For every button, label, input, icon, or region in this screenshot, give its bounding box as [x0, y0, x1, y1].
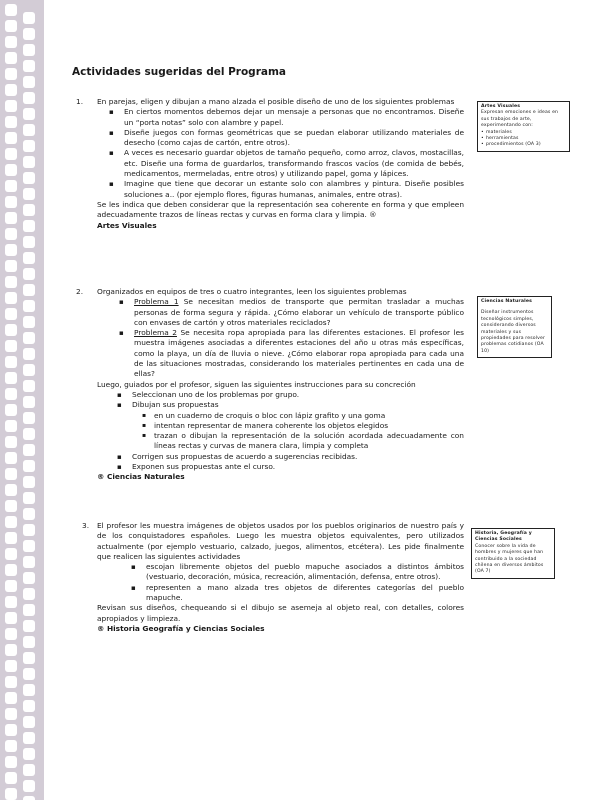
binding-hole: [23, 60, 35, 72]
guided-text: Luego, guiados por el profesor, siguen las siguientes instrucciones para su concreción: [97, 379, 416, 389]
list-item: • herramientas: [481, 136, 566, 142]
binding-hole: [5, 724, 17, 736]
binding-hole: [5, 228, 17, 240]
binding-hole: [5, 612, 17, 624]
binding-hole: [5, 580, 17, 592]
list-item: • procedimientos (OA 3): [481, 142, 566, 148]
binding-hole: [23, 188, 35, 200]
binding-hole: [23, 476, 35, 488]
binding-hole: [23, 460, 35, 472]
page-title: Actividades sugeridas del Programa: [72, 66, 286, 78]
activity-2: 2. Organizados en equipos de tres o cuatro integrantes, leen los siguientes problemas ▪ Problema 1 Se necesitan medios de transporte que permitan trasladar a muchas personas de forma segura y rápida. ¿Cómo elaborar un vehículo de transporte público con envases de cartón y otros materiales reciclados? ▪ Problema 2 Se necesita ropa apropiada para las diferentes estaciones. El profesor les muestra imágenes asociadas a diferentes estaciones del año u otras más específicas, como la playa, un día de lluvia o nieve. ¿Cómo elaborar ropa apropiada para cada una de las situaciones mostradas, considerando los materiales pertinentes en cada una de ellas? Luego, guiados por el profesor, siguen las siguientes instrucciones para su concreción ▪ Seleccionan uno de los problemas por grupo. ▪ Dibujan sus propuestas ▪ en un cuaderno de croquis o bloc con lápiz grafito y una goma ▪ intentan representar de manera coherente los objetos elegidos ▪ trazan o dibujan la representación de la solución acordada adecuadamente con líneas rectas y curvas de manera clara, limpia y completa ▪ Corrigen sus propuestas de acuerdo a sugerencias recibidas. ▪ Exponen sus propuestas ante el curso. ® Ciencias Naturales: [72, 287, 464, 483]
binding-hole: [5, 436, 17, 448]
list-item: ▪ Exponen sus propuestas ante el curso.: [117, 462, 464, 472]
binding-hole: [5, 548, 17, 560]
binding-hole: [5, 260, 17, 272]
binding-hole: [23, 764, 35, 776]
binding-hole: [23, 572, 35, 584]
binding-hole: [5, 756, 17, 768]
subject-label: ® Ciencias Naturales: [97, 472, 185, 482]
list-item: ▪ Imagine que tiene que decorar un estante solo con alambres y pintura. Diseñe posibles soluciones a.. (por ejemplo flores, figuras humanas, animales, entre otras).: [109, 179, 464, 200]
binding-hole: [5, 164, 17, 176]
binding-hole: [23, 412, 35, 424]
list-item: ▪ intentan representar de manera coherente los objetos elegidos: [142, 421, 464, 431]
binding-hole: [23, 396, 35, 408]
binding-hole: [5, 132, 17, 144]
list-item: ▪ Problema 1 Se necesitan medios de transporte que permitan trasladar a muchas personas de forma segura y rápida. ¿Cómo elaborar un vehículo de transporte público con envases de cartón y otros materiales reciclados?: [119, 297, 464, 328]
binding-hole: [23, 796, 35, 808]
binding-hole: [23, 428, 35, 440]
binding-hole: [23, 108, 35, 120]
binding-hole: [23, 300, 35, 312]
binding-hole: [5, 628, 17, 640]
binding-hole: [5, 20, 17, 32]
list-item: ▪ Dibujan sus propuestas: [117, 400, 464, 410]
binding-hole: [5, 276, 17, 288]
list-item: ▪ representen a mano alzada tres objetos de diferentes categorías del pueblo mapuche.: [131, 583, 464, 604]
sidenote-ciencias-naturales: Ciencias Naturales Diseñar instrumentos tecnológicos simples, considerando diversos materiales y sus propiedades para resolver problemas cotidianos (OA 10): [477, 296, 552, 358]
binding-hole: [23, 700, 35, 712]
binding-hole: [23, 140, 35, 152]
binding-hole: [5, 84, 17, 96]
binding-hole: [5, 404, 17, 416]
binding-hole: [5, 372, 17, 384]
binding-hole: [23, 124, 35, 136]
binding-hole: [5, 468, 17, 480]
binding-hole: [23, 156, 35, 168]
list-item: ▪ Corrigen sus propuestas de acuerdo a sugerencias recibidas.: [117, 452, 464, 462]
binding-hole: [23, 204, 35, 216]
binding-hole: [23, 92, 35, 104]
binding-hole: [23, 44, 35, 56]
list-item: ▪ Problema 2 Se necesita ropa apropiada para las diferentes estaciones. El profesor les muestra imágenes asociadas a diferentes estaciones del año u otras más específicas, como la playa, un día de lluvia o nieve. ¿Cómo elaborar ropa apropiada para cada una de las situaciones mostradas, considerando los materiales pertinentes en cada una de ellas?: [119, 328, 464, 379]
binding-hole: [5, 692, 17, 704]
binding-hole: [23, 508, 35, 520]
binding-hole: [5, 212, 17, 224]
list-item: ▪ Seleccionan uno de los problemas por grupo.: [117, 390, 464, 400]
binding-hole: [23, 252, 35, 264]
binding-hole: [5, 324, 17, 336]
activity-1: 1. En parejas, eligen y dibujan a mano alzada el posible diseño de uno de los siguientes problemas ▪ En ciertos momentos debemos dejar un mensaje a personas que no encontramos. Diseñe un “porta notas” solo con alambre y papel. ▪ Diseñe juegos con formas geométricas que se puedan elaborar utilizando materiales de desecho (como cajas de cartón, entre otros). ▪ A veces es necesario guardar objetos de tamaño pequeño, como arroz, clavos, mostacillas, etc. Diseñe una forma de guardarlos, transformando frascos vacíos (de comida de bebés, medicamentos, mermeladas, entre otros) y utilizando papel, goma y lápices. ▪ Imagine que tiene que decorar un estante solo con alambres y pintura. Diseñe posibles soluciones a.. (por ejemplo flores, figuras humanas, animales, entre otras). Se les indica que deben considerar que la representación sea coherente en forma y que empleen adecuadamente trazos de líneas rectas y curvas en forma clara y limpia. ® Artes Visuales: [72, 97, 464, 231]
binding-hole: [5, 4, 17, 16]
binding-hole: [23, 28, 35, 40]
sidenote-historia: Historia, Geografía y Ciencias Sociales Conocer sobre la vida de hombres y mujeres que han contribuido a la sociedad chilena en diversos ámbitos (OA 7): [471, 528, 555, 579]
binding-hole: [23, 732, 35, 744]
binding-hole: [23, 348, 35, 360]
binding-hole: [23, 364, 35, 376]
activity-intro: En parejas, eligen y dibujan a mano alzada el posible diseño de uno de los siguientes problemas: [97, 97, 455, 106]
binding-hole: [5, 36, 17, 48]
binding-hole: [23, 76, 35, 88]
binding-hole: [5, 244, 17, 256]
binding-hole: [23, 556, 35, 568]
binding-hole: [5, 660, 17, 672]
sidenote-artes-visuales: Artes Visuales Expresan emociones e ideas en sus trabajos de arte, experimentando con: • materiales • herramientas • procedimientos (OA 3): [477, 101, 570, 152]
binding-hole: [5, 788, 17, 800]
activity-3: 3. El profesor les muestra imágenes de objetos usados por los pueblos originarios de nuestro país y de los conquistadores españoles. Luego les muestra objetos equivalentes, pero utilizados actualmente (por ejemplo vestuario, calzado, juegos, alimentos, etcétera). Les pide finalmente que realicen las siguientes actividades ▪ escojan libremente objetos del pueblo mapuche asociados a distintos ámbitos (vestuario, decoración, música, recreación, alimentación, defensa, entre otros). ▪ representen a mano alzada tres objetos de diferentes categorías del pueblo mapuche. Revisan sus diseños, chequeando si el dibujo se asemeja al objeto real, con detalles, colores apropiados y limpieza. ® Historia Geografía y Ciencias Sociales: [72, 521, 464, 634]
list-item: ▪ en un cuaderno de croquis o bloc con lápiz grafito y una goma: [142, 411, 464, 421]
binding-hole: [23, 668, 35, 680]
binding-hole: [5, 180, 17, 192]
binding-hole: [23, 316, 35, 328]
binding-hole: [5, 420, 17, 432]
binding-margin: [0, 0, 44, 800]
binding-hole: [5, 100, 17, 112]
activity-intro: Organizados en equipos de tres o cuatro integrantes, leen los siguientes problemas: [97, 287, 407, 296]
list-item: • materiales: [481, 130, 566, 136]
binding-hole: [23, 748, 35, 760]
list-item: ▪ escojan libremente objetos del pueblo mapuche asociados a distintos ámbitos (vestuario, decoración, música, recreación, alimentación, defensa, entre otros).: [131, 562, 464, 583]
binding-hole: [5, 484, 17, 496]
binding-hole: [23, 380, 35, 392]
binding-hole: [5, 308, 17, 320]
list-item: ▪ En ciertos momentos debemos dejar un mensaje a personas que no encontramos. Diseñe un “porta notas” solo con alambre y papel.: [109, 107, 464, 128]
binding-hole: [23, 172, 35, 184]
binding-hole: [23, 588, 35, 600]
binding-hole: [23, 236, 35, 248]
binding-hole: [23, 332, 35, 344]
binding-hole: [5, 676, 17, 688]
binding-hole: [5, 740, 17, 752]
binding-hole: [5, 292, 17, 304]
binding-hole: [5, 564, 17, 576]
binding-hole: [5, 644, 17, 656]
binding-hole: [5, 356, 17, 368]
binding-hole: [23, 652, 35, 664]
list-item: ▪ Diseñe juegos con formas geométricas que se puedan elaborar utilizando materiales de desecho (como cajas de cartón, entre otros).: [109, 128, 464, 149]
binding-hole: [23, 220, 35, 232]
binding-hole: [5, 452, 17, 464]
subject-label: ® Historia Geografía y Ciencias Sociales: [97, 623, 265, 633]
binding-hole: [23, 268, 35, 280]
binding-hole: [23, 12, 35, 24]
binding-hole: [23, 540, 35, 552]
binding-hole: [5, 68, 17, 80]
binding-hole: [5, 388, 17, 400]
binding-hole: [23, 684, 35, 696]
binding-hole: [5, 52, 17, 64]
binding-hole: [23, 284, 35, 296]
activity-closing: Revisan sus diseños, chequeando si el dibujo se asemeja al objeto real, con detalles, colores apropiados y limpieza.: [97, 603, 464, 623]
binding-hole: [5, 596, 17, 608]
binding-hole: [23, 524, 35, 536]
binding-hole: [23, 620, 35, 632]
activity-intro: El profesor les muestra imágenes de objetos usados por los pueblos originarios de nuestro país y de los conquistadores españoles. Luego les muestra objetos equivalentes, pero utilizados actualmente (por ejemplo vestuario, calzado, juegos, alimentos, etcétera). Les pide finalmente que realicen las siguientes actividades: [97, 521, 464, 561]
binding-hole: [5, 532, 17, 544]
binding-hole: [23, 636, 35, 648]
list-item: ▪ trazan o dibujan la representación de la solución acordada adecuadamente con líneas rectas y curvas de manera clara, limpia y completa: [142, 431, 464, 452]
binding-hole: [5, 500, 17, 512]
activity-closing: Se les indica que deben considerar que la representación sea coherente en forma y que empleen adecuadamente trazos de líneas rectas y curvas en forma clara y limpia. ®: [97, 199, 464, 220]
binding-hole: [5, 340, 17, 352]
binding-hole: [5, 116, 17, 128]
binding-hole: [5, 708, 17, 720]
subject-label: Artes Visuales: [97, 220, 157, 230]
binding-hole: [23, 492, 35, 504]
binding-hole: [5, 772, 17, 784]
binding-hole: [5, 148, 17, 160]
binding-hole: [5, 516, 17, 528]
binding-hole: [23, 604, 35, 616]
binding-hole: [23, 716, 35, 728]
binding-hole: [5, 196, 17, 208]
binding-hole: [23, 780, 35, 792]
binding-hole: [23, 444, 35, 456]
list-item: ▪ A veces es necesario guardar objetos de tamaño pequeño, como arroz, clavos, mostacillas, etc. Diseñe una forma de guardarlos, transformando frascos vacíos (de comida de bebés, medicamentos, mermeladas, entre otros) y utilizando papel, goma y lápices.: [109, 148, 464, 179]
